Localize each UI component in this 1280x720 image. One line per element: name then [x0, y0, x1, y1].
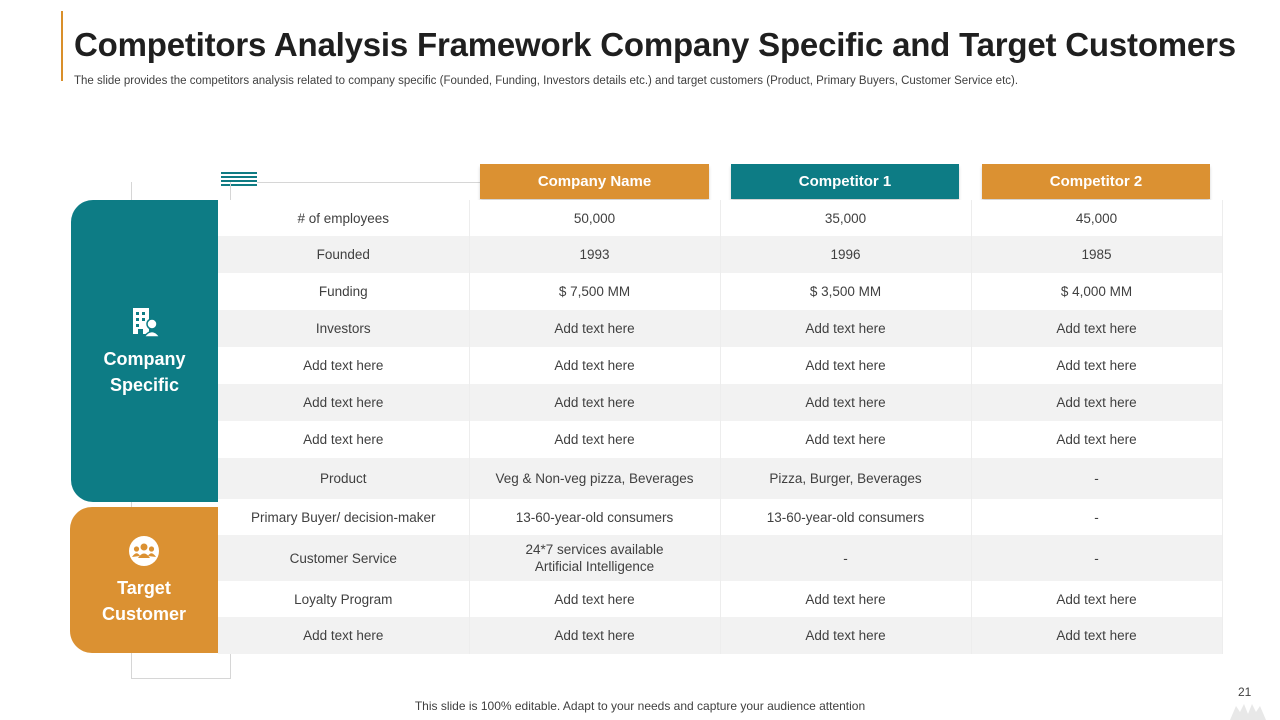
table-row: [218, 499, 1222, 535]
row-label: Primary Buyer/ decision-maker: [218, 499, 469, 535]
cell-company: Veg & Non-veg pizza, Beverages: [469, 458, 720, 499]
table-row: [218, 310, 1222, 347]
cell-competitor-2: -: [971, 535, 1222, 581]
row-label: Funding: [218, 273, 469, 310]
cell-competitor-1: Pizza, Burger, Beverages: [720, 458, 971, 499]
cell-competitor-2: Add text here: [971, 384, 1222, 421]
table-row: [218, 581, 1222, 617]
cell-company: Add text here: [469, 581, 720, 617]
building-person-icon: [127, 304, 163, 340]
cell-competitor-2: -: [971, 458, 1222, 499]
section-target-customer: [70, 507, 218, 653]
cell-competitor-1: Add text here: [720, 384, 971, 421]
cell-company-line2: Artificial Intelligence: [534, 559, 655, 574]
cell-competitor-2: Add text here: [971, 421, 1222, 458]
page-number: 21: [1238, 685, 1252, 699]
cell-competitor-2: 45,000: [971, 200, 1222, 236]
cell-company: $ 7,500 MM: [469, 273, 720, 310]
slide-footer: This slide is 100% editable. Adapt to your needs and capture your audience attention: [414, 699, 866, 713]
cell-competitor-1: Add text here: [720, 310, 971, 347]
table-row: [218, 421, 1222, 458]
cell-company: 1993: [469, 236, 720, 273]
cell-company-line1: 24*7 services available: [525, 542, 664, 557]
row-label: Add text here: [218, 347, 469, 384]
table-row: [218, 236, 1222, 273]
cell-competitor-1: $ 3,500 MM: [720, 273, 971, 310]
cell-competitor-2: Add text here: [971, 310, 1222, 347]
row-label: Add text here: [218, 421, 469, 458]
table-row: [218, 535, 1222, 581]
row-label: Investors: [218, 310, 469, 347]
row-label: # of employees: [218, 200, 469, 236]
cell-competitor-1: 35,000: [720, 200, 971, 236]
cell-competitor-1: 1996: [720, 236, 971, 273]
cell-company: [469, 535, 720, 581]
cell-company: Add text here: [469, 347, 720, 384]
table-row: [218, 384, 1222, 421]
table-row: [218, 347, 1222, 384]
cell-competitor-1: 13-60-year-old consumers: [720, 499, 971, 535]
cell-competitor-1: Add text here: [720, 421, 971, 458]
cell-company: Add text here: [469, 617, 720, 654]
slide-title: Competitors Analysis Framework Company Specific and Target Customers: [74, 26, 1236, 63]
section-label-line2: Customer: [101, 604, 186, 624]
row-label: Product: [218, 458, 469, 499]
row-label: Add text here: [218, 384, 469, 421]
cell-company: 13-60-year-old consumers: [469, 499, 720, 535]
row-label: Loyalty Program: [218, 581, 469, 617]
table-row: [218, 273, 1222, 310]
cell-competitor-1: -: [720, 535, 971, 581]
table-row: [218, 458, 1222, 499]
cell-company: Add text here: [469, 310, 720, 347]
cell-competitor-1: Add text here: [720, 581, 971, 617]
cell-competitor-2: 1985: [971, 236, 1222, 273]
cell-competitor-2: Add text here: [971, 617, 1222, 654]
hands-logo-icon: [1226, 700, 1270, 720]
row-label: Add text here: [218, 617, 469, 654]
cell-company: Add text here: [469, 421, 720, 458]
cell-competitor-2: Add text here: [971, 347, 1222, 384]
comparison-table: [218, 200, 1223, 654]
cell-company: 50,000: [469, 200, 720, 236]
frame-line: [257, 182, 480, 183]
cell-competitor-1: Add text here: [720, 617, 971, 654]
header-competitor-1: Competitor 1: [731, 164, 959, 199]
row-label: Customer Service: [218, 535, 469, 581]
section-label-line1: Target: [117, 578, 171, 598]
people-group-icon: [126, 533, 162, 569]
cell-competitor-2: -: [971, 499, 1222, 535]
cell-competitor-2: Add text here: [971, 581, 1222, 617]
row-label: Founded: [218, 236, 469, 273]
table-row: [218, 617, 1222, 654]
cell-company: Add text here: [469, 384, 720, 421]
section-company-specific: [71, 200, 218, 502]
cell-competitor-1: Add text here: [720, 347, 971, 384]
slide-subtitle: The slide provides the competitors analysis related to company specific (Founded, Funding, Investors details etc.) and target customers (Product, Primary Buyers, Customer Service etc).: [74, 75, 1019, 87]
table-row: [218, 200, 1222, 236]
section-label-line2: Specific: [109, 375, 179, 395]
header-company-name: Company Name: [480, 164, 709, 199]
header-competitor-2: Competitor 2: [982, 164, 1210, 199]
cell-competitor-2: $ 4,000 MM: [971, 273, 1222, 310]
title-accent-bar: [61, 11, 63, 81]
section-label-line1: Company: [103, 349, 186, 369]
